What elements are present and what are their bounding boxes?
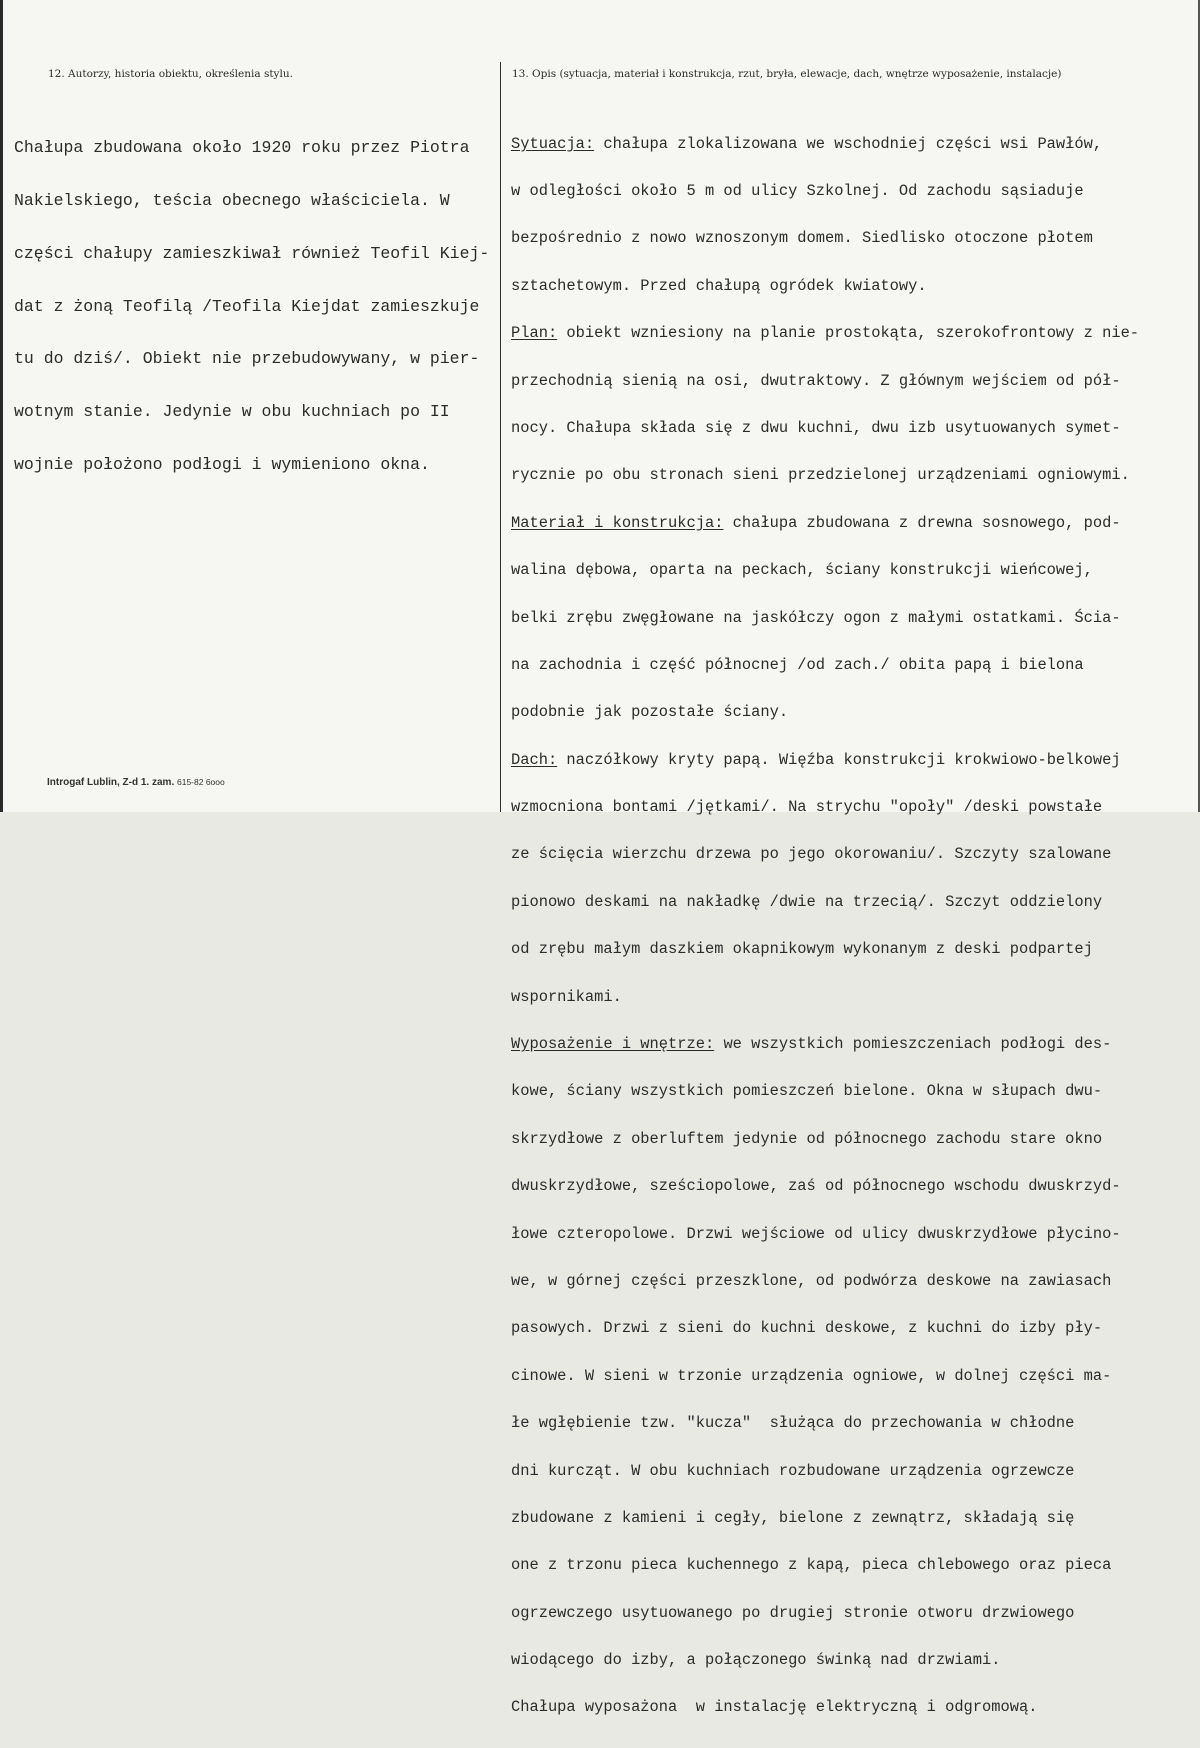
section-13-line: pionowo deskami na nakładkę /dwie na trzecią/. Szczyt oddzielony: [511, 892, 1103, 911]
section-13-line-wyposazenie: [511, 1037, 1139, 1053]
section-13-line: na zachodnia i część północnej /od zach./ obita papą i bielona: [511, 655, 1084, 674]
printer-name: Introgaf Lublin, Z-d 1. zam.: [47, 777, 175, 788]
section-13-line: sztachetowym. Przed chałupą ogródek kwiatowy.: [511, 276, 927, 295]
text-dach: naczółkowy kryty papą. Więźba konstrukcji krokwiowo-belkowej: [557, 750, 1121, 769]
section-13-line: w odległości około 5 m od ulicy Szkolnej. Od zachodu sąsiaduje: [511, 181, 1084, 200]
section-12-line: wotnym stanie. Jedynie w obu kuchniach po II: [14, 402, 450, 422]
section-13-line: od zrębu małym daszkiem okapnikowym wykonanym z deski podpartej: [511, 940, 1093, 959]
section-13-line: pasowych. Drzwi z sieni do kuchni deskowe, z kuchni do izby pły-: [511, 1319, 1103, 1338]
section-13-line: łe wgłębienie tzw. "kucza" służąca do przechowania w chłodne: [511, 1414, 1075, 1433]
label-sytuacja: Sytuacja:: [511, 134, 595, 153]
text-wyposazenie: we wszystkich pomieszczeniach podłogi des-: [714, 1035, 1112, 1054]
section-13-line: łowe czteropolowe. Drzwi wejściowe od ulicy dwuskrzydłowe płycino-: [511, 1224, 1121, 1243]
section-13-line: one z trzonu pieca kuchennego z kapą, pieca chlebowego oraz pieca: [511, 1556, 1112, 1575]
section-12-line: tu do dziś/. Obiekt nie przebudowywany, w pier-: [14, 349, 480, 369]
section-12-body: [14, 104, 489, 509]
label-material: Materiał i konstrukcja:: [511, 513, 724, 532]
text-plan: obiekt wzniesiony na planie prostokąta, szerokofrontowy z nie-: [557, 324, 1140, 343]
section-12-line: Chałupa zbudowana około 1920 roku przez Piotra: [14, 138, 470, 158]
section-13-line: Chałupa wyposażona w instalację elektryczną i odgromową.: [511, 1698, 1038, 1717]
section-13-line-material: [511, 513, 1139, 532]
section-12-line: części chałupy zamieszkiwał również Teofil Kiej-: [14, 243, 490, 263]
print-order-number: 615-82 6ooo: [177, 777, 225, 787]
section-12-line: dat z żoną Teofilą /Teofila Kiejdat zamieszkuje: [14, 296, 480, 316]
label-dach: Dach:: [511, 750, 558, 769]
printer-imprint: [47, 777, 225, 788]
section-13-line: belki zrębu zwęgłowane na jaskółczy ogon z małymi ostatkami. Ścia-: [511, 608, 1121, 627]
section-13-line: podobnie jak pozostałe ściany.: [511, 703, 789, 722]
section-13-line: dni kurcząt. W obu kuchniach rozbudowane urządzenia ogrzewcze: [511, 1461, 1075, 1480]
section-13-heading: 13. Opis (sytuacja, materiał i konstrukcja, rzut, bryła, elewacje, dach, wnętrze wyposażenie, instalacje): [512, 68, 1062, 80]
section-13-line: cinowe. W sieni w trzonie urządzenia ogniowe, w dolnej części ma-: [511, 1366, 1112, 1385]
section-13-line: wspornikami.: [511, 987, 622, 1006]
section-13-line: rycznie po obu stronach sieni przedzielonej urządzeniami ogniowymi.: [511, 466, 1130, 485]
section-13-line: skrzydłowe z oberluftem jedynie od północnego zachodu stare okno: [511, 1129, 1103, 1148]
section-13-line: nocy. Chałupa składa się z dwu kuchni, dwu izb usytuowanych symet-: [511, 418, 1121, 437]
section-13-line: dwuskrzydłowe, sześciopolowe, zaś od północnego wschodu dwuskrzyd-: [511, 1177, 1121, 1196]
section-13-line: bezpośrednio z nowo wznoszonym domem. Siedlisko otoczone płotem: [511, 229, 1093, 248]
section-13-line: przechodnią sienią na osi, dwutraktowy. Z głównym wejściem od pół-: [511, 371, 1121, 390]
section-13-body: [511, 105, 1139, 1748]
section-12-heading: 12. Autorzy, historia obiektu, określenia stylu.: [48, 68, 293, 80]
section-13-line: ze ścięcia wierzchu drzewa po jego okorowaniu/. Szczyty szalowane: [511, 845, 1112, 864]
section-13-line: wiodącego do izby, a połączonego świnką nad drzwiami.: [511, 1651, 1001, 1670]
section-13-line-plan: [511, 326, 1139, 342]
section-13-line: zbudowane z kamieni i cegły, bielone z zewnątrz, składają się: [511, 1508, 1075, 1527]
section-13-line: wzmocniona bontami /jętkami/. Na strychu "opoły" /deski powstałe: [511, 798, 1103, 817]
section-13-line: we, w górnej części przeszklone, od podwórza deskowe na zawiasach: [511, 1271, 1112, 1290]
section-13-line: ogrzewczego usytuowanego po drugiej stronie otworu drzwiowego: [511, 1603, 1075, 1622]
section-13-line: walina dębowa, oparta na peckach, ściany konstrukcji wieńcowej,: [511, 561, 1093, 580]
text-material: chałupa zbudowana z drewna sosnowego, pod-: [723, 513, 1121, 532]
section-12-line: Nakielskiego, teścia obecnego właściciela. W: [14, 190, 450, 210]
section-13-line-dach: [511, 750, 1139, 769]
card-left-edge: [0, 0, 3, 812]
label-wyposazenie: Wyposażenie i wnętrze:: [511, 1035, 715, 1054]
text-sytuacja: chałupa zlokalizowana we wschodniej części wsi Pawłów,: [594, 134, 1103, 153]
section-12-line: wojnie położono podłogi i wymieniono okna.: [14, 454, 430, 474]
column-divider: [500, 62, 501, 812]
label-plan: Plan:: [511, 324, 558, 343]
section-13-line: kowe, ściany wszystkich pomieszczeń bielone. Okna w słupach dwu-: [511, 1082, 1103, 1101]
section-13-line-sytuacja: [511, 134, 1139, 153]
